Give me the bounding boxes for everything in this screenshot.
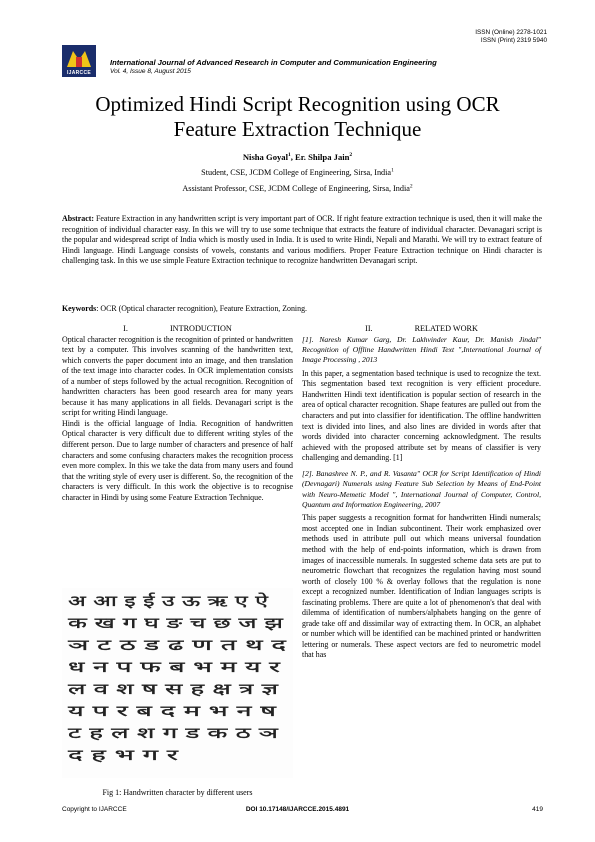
affiliation-1 — [0, 168, 595, 177]
right-column — [302, 324, 541, 661]
author-2-sup: 2 — [349, 152, 353, 159]
figure-row-1: अ आ इ ई उ ऊ ऋ ए ऐ — [68, 592, 270, 610]
issn-block — [475, 29, 547, 45]
issn-online: ISSN (Online) 2278-1021 — [475, 29, 547, 36]
figure-row-5: ल व श ष स ह क्ष त्र ज्ञ — [68, 680, 279, 698]
affiliation-1-text: Student, CSE, JCDM College of Engineering, Sirsa, India — [201, 168, 392, 177]
keywords-text: : OCR (Optical character recognition), Feature Extraction, Zoning. — [96, 304, 307, 313]
affiliation-2-sup: 2 — [409, 183, 413, 190]
keywords-label: Keywords — [62, 304, 97, 313]
journal-volume: Vol. 4, Issue 8, August 2015 — [110, 68, 191, 75]
related-paragraph-1: In this paper, a segmentation based technique is used to recognize the text. This segmentation based text recognition is very efficient procedure. Handwritten Hindi text identification is popular section of research in the area of optical character recognition. Shape features are pulled out from the characters and put into classifier for identification. The offline handwritten text is divided into lines, and also lines are divided in words after that words divided into character concerning acknowledgment. The results achieved with the proposed attribute set by means of classifier is very challenging and demanding. [1] — [302, 368, 541, 463]
affiliation-1-sup: 1 — [391, 167, 394, 174]
paper-title — [0, 92, 595, 142]
logo-emblem-icon — [65, 48, 93, 68]
affiliation-2 — [0, 184, 595, 193]
section-2-title: RELATED WORK — [414, 324, 478, 333]
handwriting-sample-image — [62, 588, 293, 778]
intro-paragraph-2: Hindi is the official language of India. Recognition of handwritten Optical character is very difficult due to different writing styles of the different person. Due to large number of characters and presence of half characters and some confusing characters makes the recognition process even more complex. In this we take the data from many users and found that the writing style of every user is different. So, the recognition of the characters is very difficult. In this work the objective is to recognise character in Hindi by using some Feature Extraction Technique. — [62, 418, 293, 502]
intro-paragraph-1: Optical character recognition is the recognition of printed or handwritten text by a computer. This involves scanning of the handwritten text, which converts the paper document into an image, and then translation of the text image into character codes. In OCR implementation consists of a number of steps followed by the actual recognition. Recognition of handwritten characters has been good research area for many years because it has many applications in all fields. Devanagari script is the script for writing Hindi language. — [62, 334, 293, 418]
abstract-label: Abstract: — [62, 214, 94, 223]
abstract-text: Feature Extraction in any handwritten script is very important part of OCR. If right feature extraction technique is used, then it will make the recognition of individual character easy. In this we will try to use some technique that extracts the feature of individual character. Devanagari script is the popular and widespread script of India which is mostly used in India. It is used to write Hindi, Nepali and Marathi. We will try to extract feature of Hindi language. Hindi Language consists of vowels, constants and various modifiers. Proper Feature Extraction technique on Hindi character is challenging task. In this we use simple Feature Extraction technique to recognize handwritten Devanagari script. — [62, 214, 542, 266]
issn-print: ISSN (Print) 2319 5940 — [480, 37, 547, 44]
section-1-heading — [62, 324, 293, 335]
reference-2: [2]. Banashree N. P., and R. Vasanta" OCR for Script Identification of Hindi (Devnagari) Numerals using Feature Sub Selection by Means of End-Point with Neuro-Memetic Model ", International Journal of Computer, Control, Quantum and Information Engineering, 2007 — [302, 468, 541, 509]
author-separator: , — [290, 152, 296, 162]
figure-row-6: य प र ब द म भ न ष — [68, 702, 277, 720]
footer-copyright: Copyright to IJARCCE — [62, 806, 127, 813]
related-paragraph-2: This paper suggests a recognition format for handwritten Hindi numerals; most accepted one in Indian subcontinent. Their work emphasized over methods used in attribute pull out which means universal foundation method with the help of end-points information, which is drawn from images of inaccessible numerals. In suggested scheme data sets are put to neurometric flowchart that recognizes the regulation having most sound worth of closely 100 % & overlay follows that the regulation is none except a recognized number. Identification of Indian languages scripts is fascinating problems. There are quite a lot of phenomenon's that deal with dilemma of identification of numbers/alphabets hanging on the genre of grade take off and dissimilar way of extracting them. In OCR, an alphabet or number which will be identified can be machined printed or handwritten lettering or numerals. These aspect vectors are fed to neurometric model that has — [302, 513, 541, 660]
affiliation-2-text: Assistant Professor, CSE, JCDM College of Engineering, Sirsa, India — [182, 184, 410, 193]
title-line-2: Feature Extraction Technique — [173, 117, 422, 141]
figure-row-7: ट ह ल श ग ड क ठ ञ — [68, 724, 280, 742]
author-list — [0, 152, 595, 162]
logo-text: IJARCCE — [66, 70, 92, 76]
section-1-number: I. — [123, 324, 128, 333]
reference-1: [1]. Naresh Kumar Garg, Dr. Lakhvinder Kaur, Dr. Manish Jindal" Recognition of Offline Handwritten Hindi Text ",International Journal of Image Processing , 2013 — [302, 334, 541, 365]
author-2: Er. Shilpa Jain — [295, 152, 350, 162]
section-1-title: INTRODUCTION — [169, 324, 232, 333]
figure-row-2: क ख ग घ ङ च छ ज झ — [68, 614, 285, 632]
figure-row-8: द ह भ ग र — [68, 746, 180, 764]
abstract — [62, 214, 542, 267]
figure-row-4: ध न प फ ब भ म य र — [68, 658, 282, 676]
footer-doi: DOI 10.17148/IJARCCE.2015.4891 — [245, 806, 350, 813]
footer-page-number: 419 — [532, 806, 543, 813]
title-line-1: Optimized Hindi Script Recognition using OCR — [95, 92, 500, 116]
author-1-sup: 1 — [287, 152, 291, 159]
journal-logo — [62, 45, 96, 77]
section-2-number: II. — [365, 324, 373, 333]
author-1: Nisha Goyal — [242, 152, 288, 162]
left-column — [62, 324, 293, 503]
keywords — [62, 304, 542, 315]
section-2-heading — [302, 324, 541, 335]
handwritten-characters-figure — [62, 588, 293, 764]
journal-name: International Journal of Advanced Research in Computer and Communication Engineering — [110, 58, 437, 67]
figure-row-3: ञ ट ठ ड ढ ण त थ द — [68, 636, 288, 654]
figure-caption: Fig 1: Handwritten character by different users — [102, 788, 253, 797]
